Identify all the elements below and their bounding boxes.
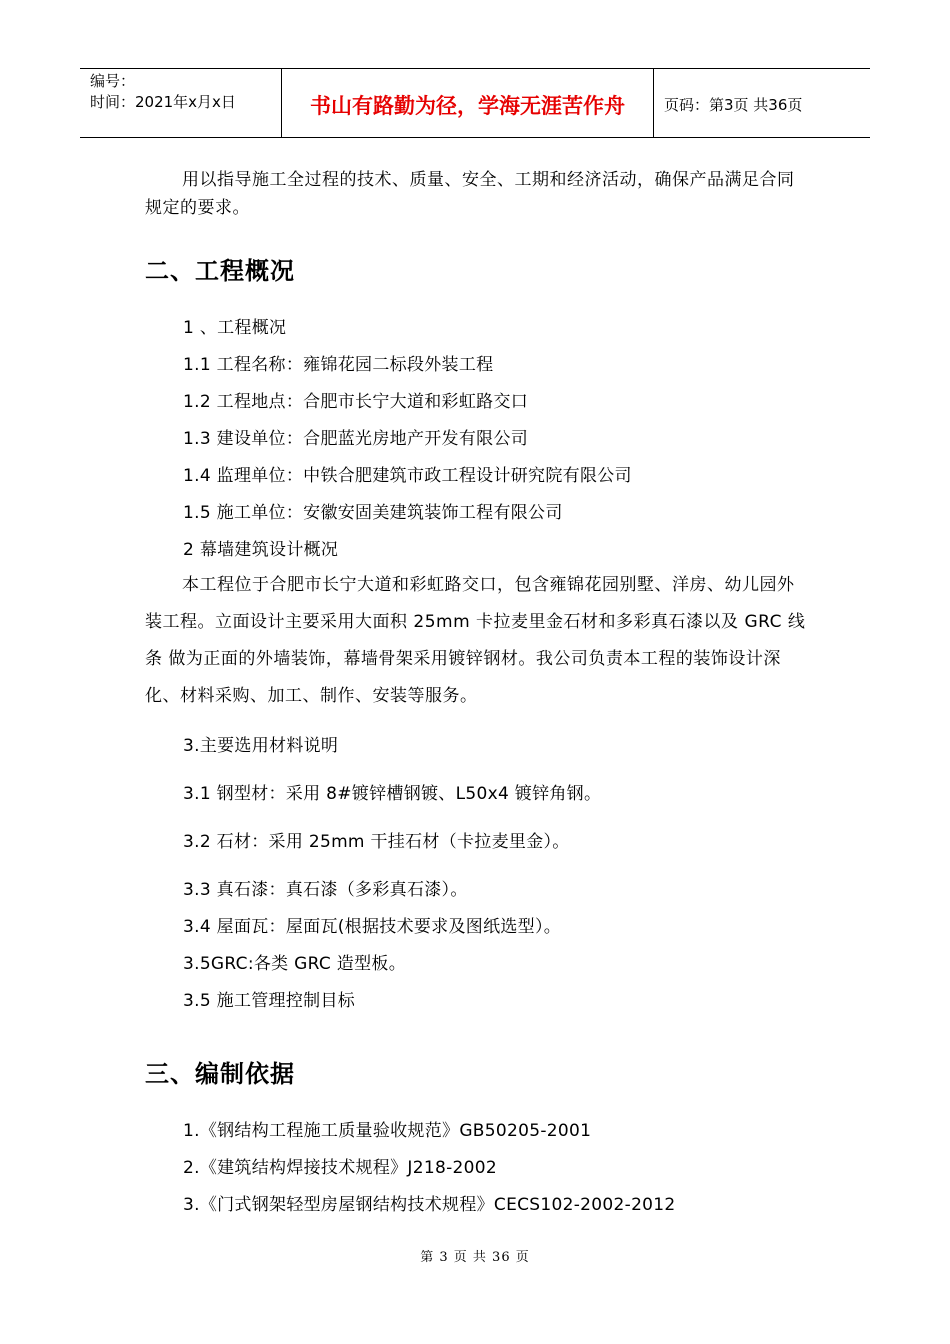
list-item: 1.2 工程地点：合肥市长宁大道和彩虹路交口 (183, 392, 529, 412)
list-item: 3.《门式钢架轻型房屋钢结构技术规程》CECS102-2002-2012 (183, 1195, 676, 1215)
list-item: 1.4 监理单位：中铁合肥建筑市政工程设计研究院有限公司 (183, 466, 632, 486)
list-item: 3.2 石材：采用 25mm 干挂石材（卡拉麦里金）。 (183, 832, 570, 852)
list-item: 3.3 真石漆：真石漆（多彩真石漆）。 (183, 880, 468, 900)
intro-paragraph: 用以指导施工全过程的技术、质量、安全、工期和经济活动，确保产品满足合同规定的要求。 (145, 170, 795, 218)
list-item: 1.5 施工单位：安徽安固美建筑装饰工程有限公司 (183, 503, 563, 523)
list-item: 3.1 钢型材：采用 8#镀锌槽钢镀、L50x4 镀锌角钢。 (183, 784, 602, 804)
page-footer: 第 3 页 共 36 页 (420, 1250, 530, 1265)
section-heading-overview: 二、工程概况 (145, 257, 295, 285)
list-item: 1.1 工程名称：雍锦花园二标段外装工程 (183, 355, 494, 375)
section-heading-basis: 三、编制依据 (145, 1060, 295, 1088)
list-item: 1.《钢结构工程施工质量验收规范》GB50205-2001 (183, 1121, 592, 1141)
header-page-info: 页码：第3页 共36页 (664, 95, 803, 114)
document-header (80, 68, 870, 138)
list-item: 1.3 建设单位：合肥蓝光房地产开发有限公司 (183, 429, 529, 449)
list-item: 1 、工程概况 (183, 318, 287, 338)
design-paragraph: 本工程位于合肥市长宁大道和彩虹路交口，包含雍锦花园别墅、洋房、幼儿园外装工程。立面设计主要采用大面积 25mm 卡拉麦里金石材和多彩真石漆以及 GRC 线条 做为正面的外墙装饰，幕墙骨架采用镀锌钢材。我公司负责本工程的装饰设计深化、材料采购、加工、制作、安装等服务。 (145, 575, 806, 706)
list-item: 3.5GRC:各类 GRC 造型板。 (183, 954, 406, 974)
list-item: 3.主要选用材料说明 (183, 736, 339, 756)
header-meta-cell (80, 69, 282, 137)
header-page-cell (654, 69, 870, 137)
header-motto-cell (282, 69, 654, 137)
list-item: 2 幕墙建筑设计概况 (183, 540, 339, 560)
document-time-label: 时间：2021年x月x日 (90, 93, 236, 111)
list-item: 3.5 施工管理控制目标 (183, 991, 356, 1011)
document-number-label: 编号： (90, 72, 136, 90)
list-item: 3.4 屋面瓦：屋面瓦(根据技术要求及图纸选型）。 (183, 917, 562, 937)
header-motto: 书山有路勤为径，学海无涯苦作舟 (310, 94, 625, 118)
list-item: 2.《建筑结构焊接技术规程》J218-2002 (183, 1158, 497, 1178)
